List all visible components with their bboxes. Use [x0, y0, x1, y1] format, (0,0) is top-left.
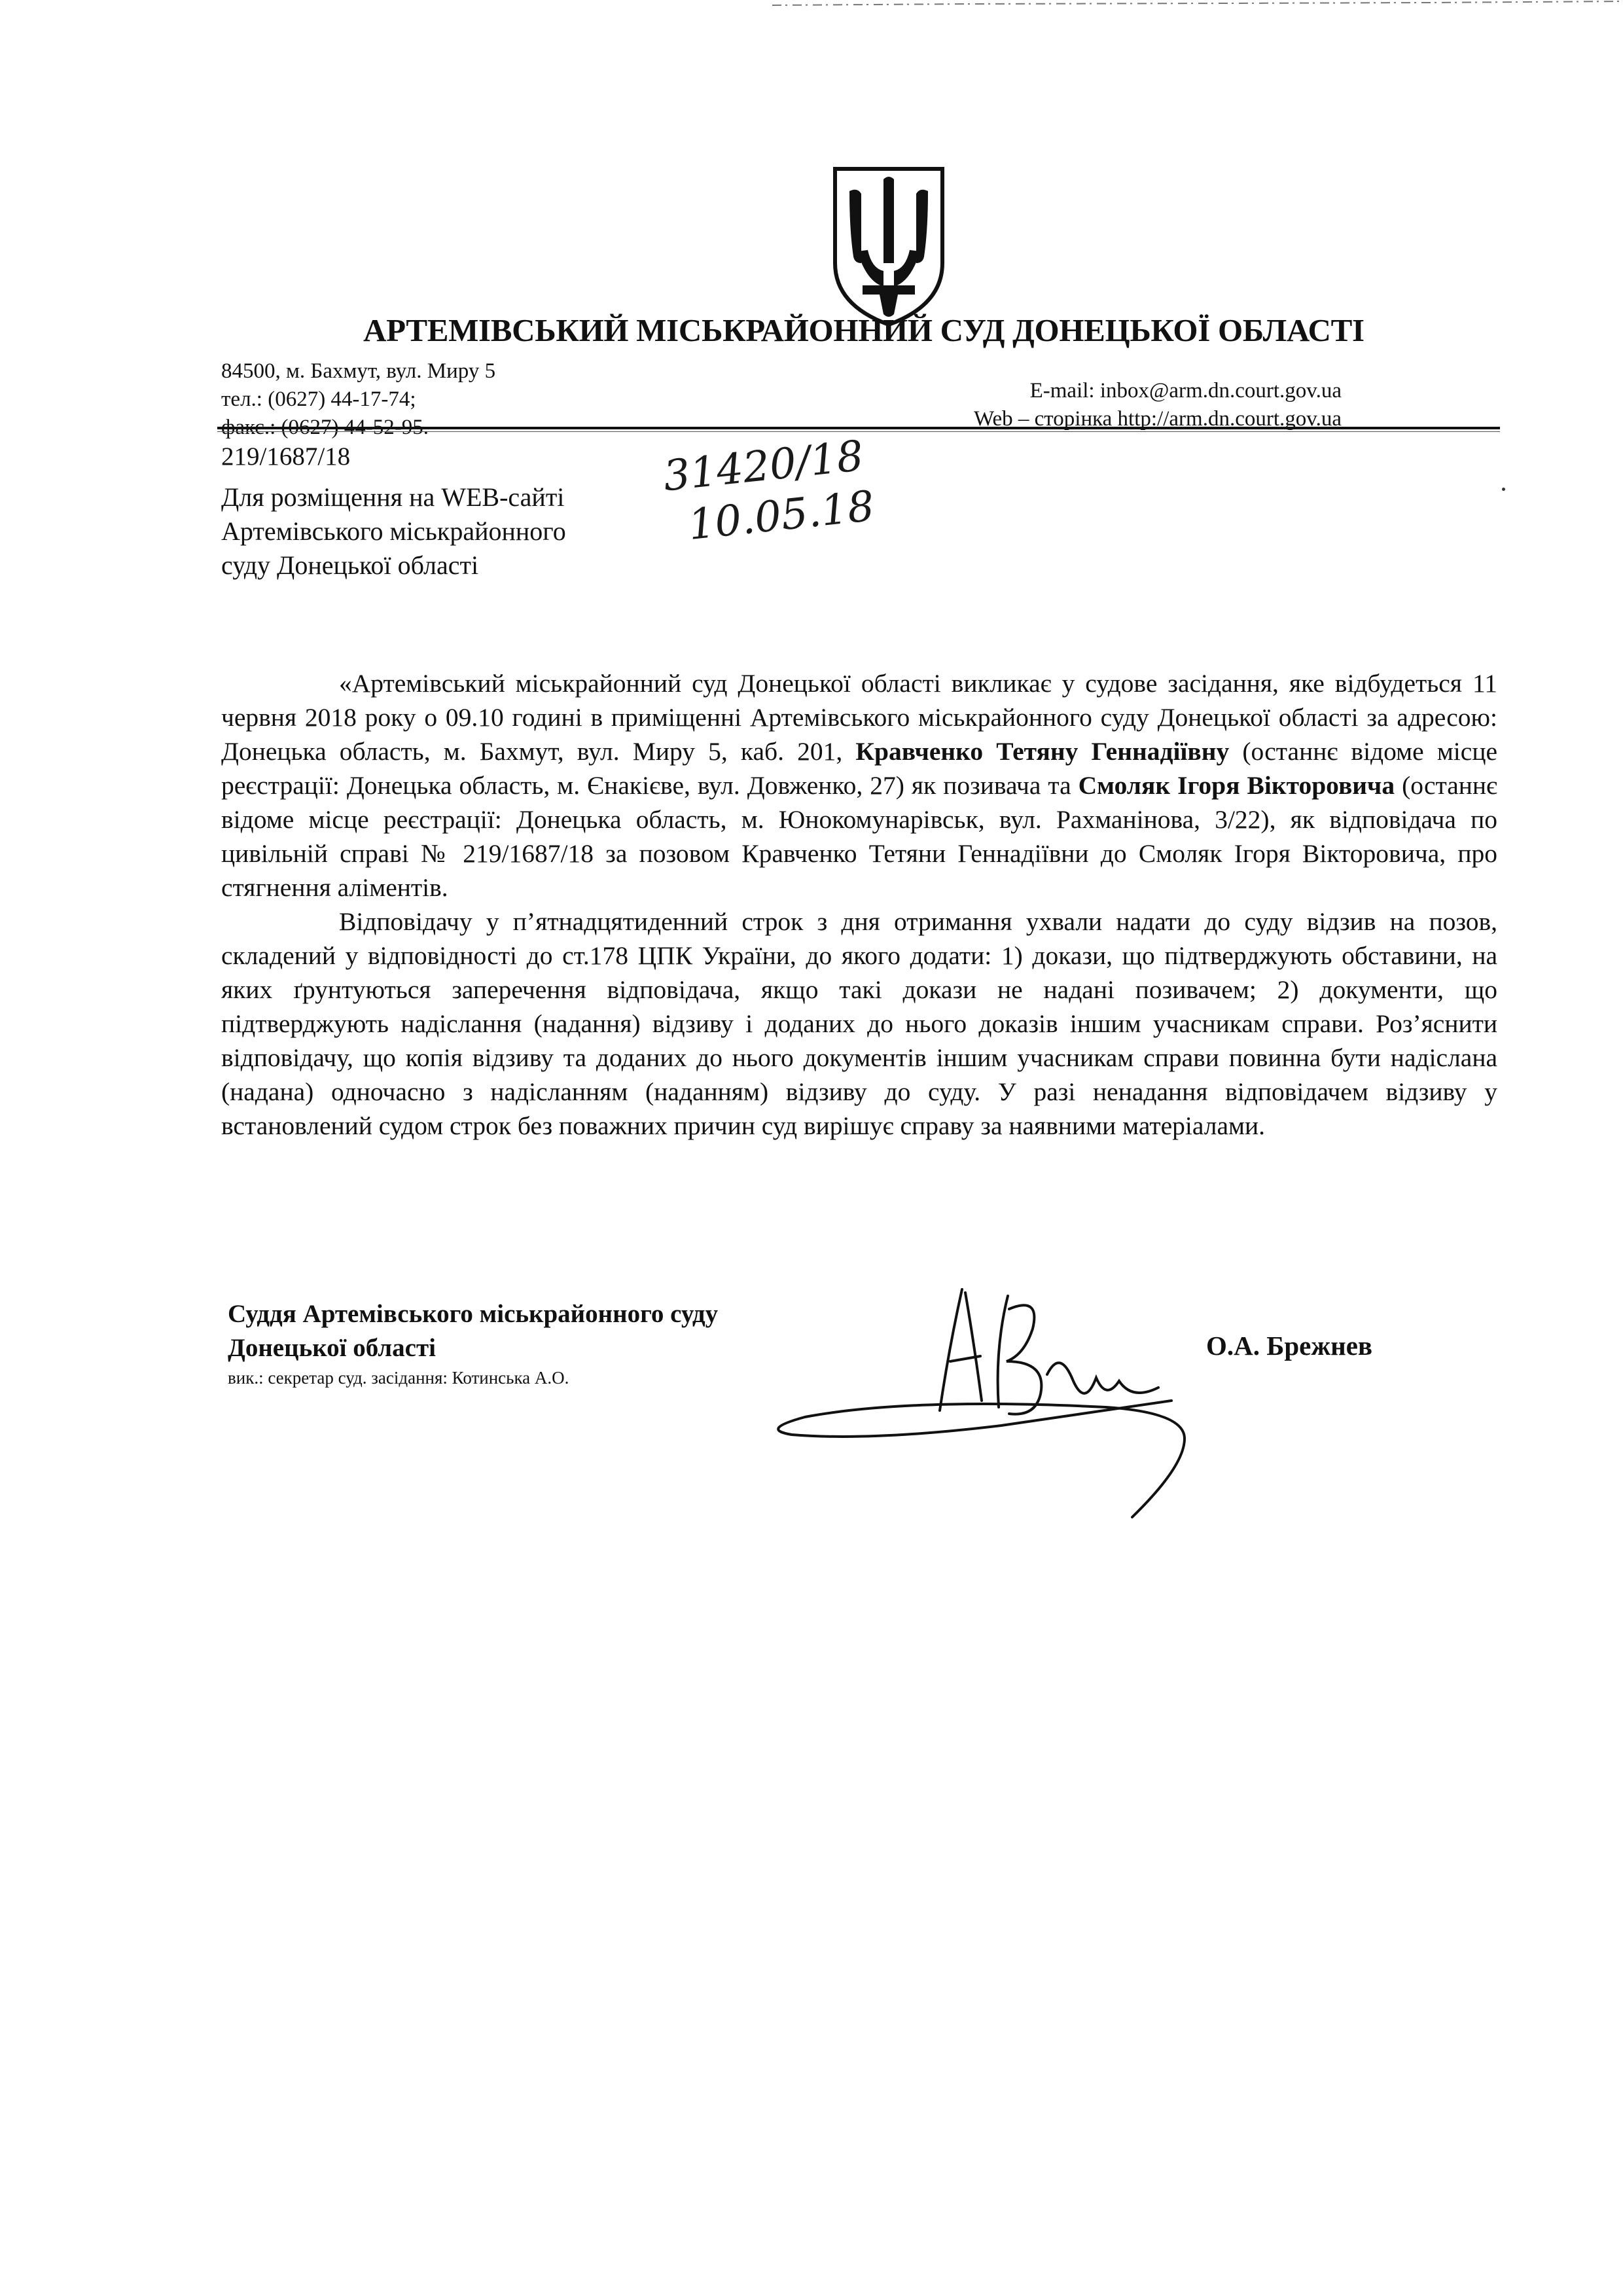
web-note-line: Артемівського міськрайонного	[221, 516, 566, 546]
judge-name: О.А. Брежнев	[1206, 1331, 1373, 1361]
judge-title-line: Донецької області	[228, 1334, 436, 1362]
judge-title	[228, 1297, 718, 1365]
notice-paragraph-summons: «Артемівський міськрайонний суд Донецької області викликає у судове засідання, яке відбудеться 11 червня 2018 року о 09.10 годині в приміщенні Артемівського міськрайонного суду Донецької області за адресою: Донецька область, м. Бахмут, вул. Миру 5, каб. 201, Кравченко Тетяну Геннадіївну (останнє відоме місце реєстрації: Донецька область, м. Єнакієве, вул. Довженко, 27) як позивача та Смоляк Ігоря Вікторовича (останнє відоме місце реєстрації: Донецька область, м. Юнокомунарівськ, вул. Рахманінова, 3/22), як відповідача по цивільній справі № 219/1687/18 за позовом Кравченко Тетяни Геннадіївни до Смоляк Ігоря Вікторовича, про стягнення аліментів.	[221, 669, 1498, 902]
secretary-note: вик.: секретар суд. засідання: Котинська А.О.	[228, 1368, 569, 1388]
court-fax: факс.: (0627) 44-52-95.	[221, 416, 429, 439]
web-note-line: Для розміщення на WEB-сайті	[221, 482, 565, 512]
case-number: 219/1687/18	[221, 442, 351, 471]
court-website: Web – сторінка http://arm.dn.court.gov.ua	[974, 407, 1342, 431]
court-name-heading: АРТЕМІВСЬКИЙ МІСЬКРАЙОННИЙ СУД ДОНЕЦЬКОЇ ОБЛАСТІ	[363, 312, 1364, 348]
court-phone: тел.: (0627) 44-17-74;	[221, 387, 416, 411]
handwritten-signature	[766, 1270, 1211, 1532]
scan-speck	[1502, 488, 1505, 491]
trident-icon	[831, 165, 946, 329]
notice-paragraph-response: Відповідачу у п’ятнадцятиденний строк з дня отримання ухвали надати до суду відзив на позов, складений у відповідності до ст.178 ЦПК України, до якого додати: 1) докази, що підтверджують обставини, на яких ґрунтуються заперечення відповідача, якщо такі докази не надані позивачем; 2) документи, що підтверджують надіслання (надання) відзиву і доданих до нього доказів іншим учасникам справи. Роз’яснити відповідачу, що копія відзиву та доданих до нього документів іншим учасникам справи повинна бути надіслана (надана) одночасно з надісланням (наданням) відзиву до суду. У разі ненадання відповідачем відзиву у встановлений судом строк без поважних причин суд вирішує справу за наявними матеріалами.	[221, 907, 1497, 1140]
plaintiff-name: Кравченко Тетяну Геннадіївну	[855, 737, 1230, 766]
handwritten-date: 10.05.18	[686, 482, 877, 550]
court-email: E-mail: inbox@arm.dn.court.gov.ua	[1029, 379, 1342, 403]
web-publication-note	[221, 480, 566, 583]
handwritten-number: 31420/18	[661, 431, 866, 501]
handwritten-registration	[661, 430, 877, 553]
web-note-line: суду Донецької області	[221, 550, 479, 580]
scan-edge-artifact	[772, 0, 1623, 8]
defendant-name: Смоляк Ігоря Вікторовича	[1078, 771, 1395, 800]
court-contacts-block	[974, 377, 1342, 433]
notice-body	[221, 666, 1497, 1143]
judge-title-line: Суддя Артемівського міськрайонного суду	[228, 1300, 719, 1328]
header-divider	[217, 427, 1500, 429]
court-address: 84500, м. Бахмут, вул. Миру 5	[221, 359, 496, 383]
